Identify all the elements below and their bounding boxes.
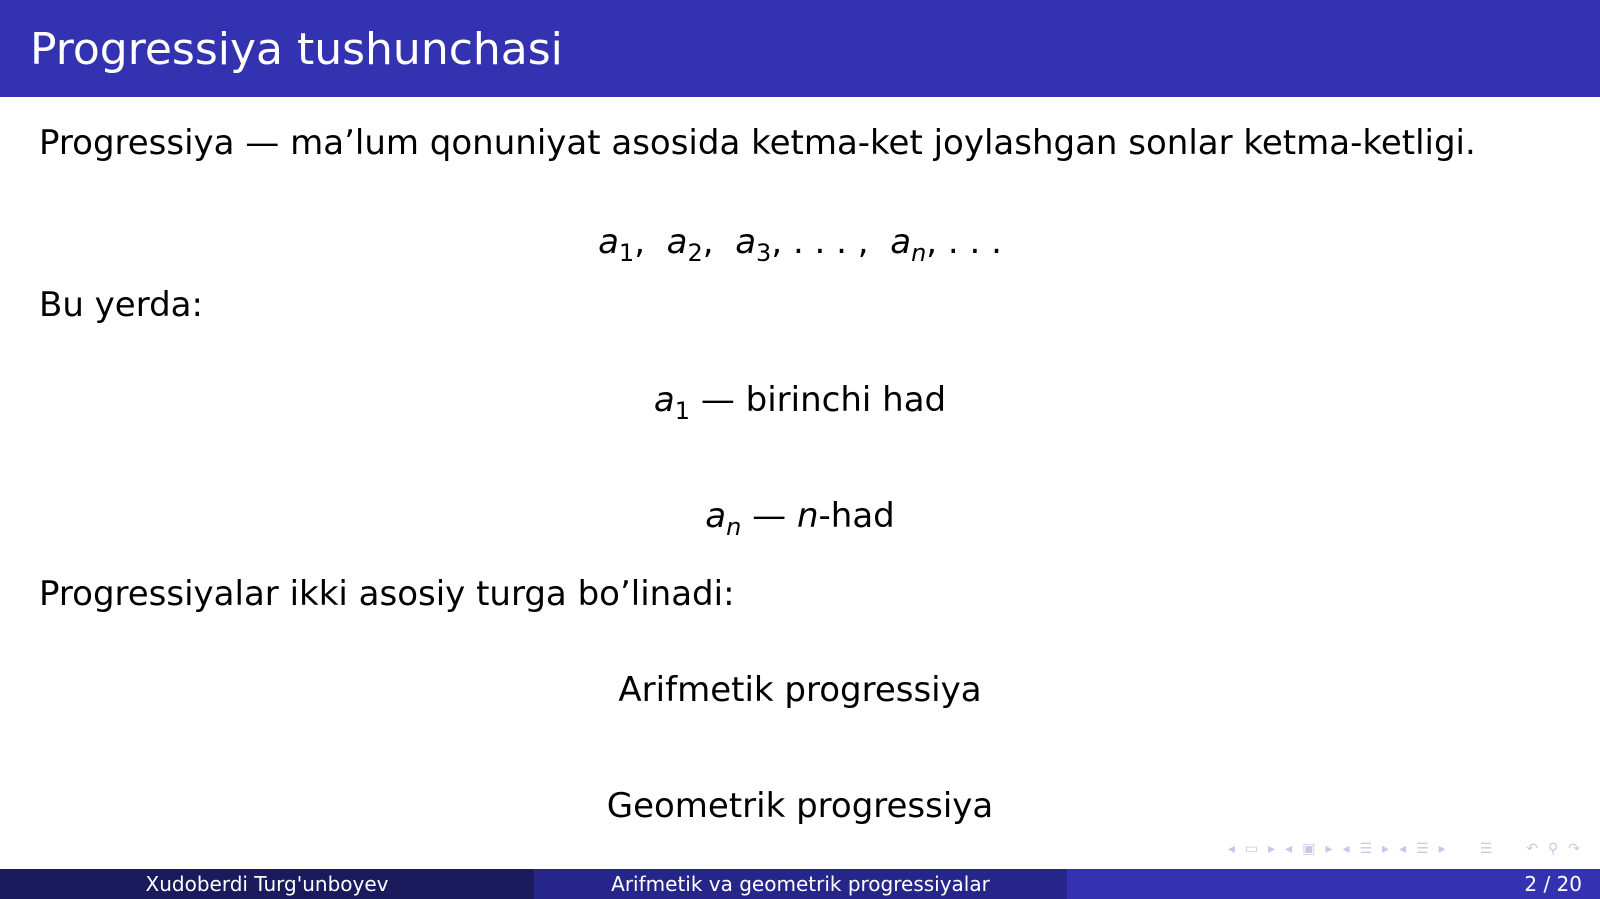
definition-text: Progressiya — ma’lum qonuniyat asosida ketma-ket joylashgan sonlar ketma-ketligi. [39,123,1476,163]
subsection-icon[interactable]: ▣ [1302,841,1316,857]
right-arrow-icon[interactable]: ▸ [1268,841,1276,857]
left-arrow-icon[interactable]: ◂ [1399,841,1407,857]
right-arrow-icon[interactable]: ▸ [1382,841,1390,857]
bu-yerda-label: Bu yerda: [39,285,203,325]
section-icon[interactable]: ☰ [1416,841,1429,857]
frame-icon[interactable]: ▭ [1244,841,1259,857]
right-arrow-icon[interactable]: ▸ [1438,841,1446,857]
slide-title: Progressiya tushunchasi [30,24,563,75]
forward-icon[interactable]: ↷ [1568,841,1580,857]
section-icon[interactable]: ☰ [1359,841,1373,857]
toc-icon[interactable]: ☰ [1479,841,1493,857]
footer-page-number: 2 / 20 [1067,869,1600,899]
left-arrow-icon[interactable]: ◂ [1285,841,1293,857]
footer-topic: Arifmetik va geometrik progressiyalar [534,869,1067,899]
left-arrow-icon[interactable]: ◂ [1342,841,1350,857]
footer-author: Xudoberdi Turg'unboyev [0,869,534,899]
slide-header [0,0,1600,97]
right-arrow-icon[interactable]: ▸ [1325,841,1333,857]
sequence-formula: $a_1$, $a_2$, $a_3$, . . . , $a_n$, . . . [598,222,1002,267]
nth-term-definition: $a_n$ — n-had [705,496,895,541]
first-term-definition: $a_1$ — birinchi had [653,380,947,425]
type-geometric: Geometrik progressiya [606,786,994,826]
beamer-navigation [1228,838,1580,860]
search-icon[interactable]: ⚲ [1548,841,1559,857]
slide-footer [0,869,1600,899]
types-intro: Progressiyalar ikki asosiy turga bo’linadi: [39,574,735,614]
back-icon[interactable]: ↶ [1526,841,1538,857]
type-arithmetic: Arifmetik progressiya [618,670,982,710]
left-arrow-icon[interactable]: ◂ [1227,841,1235,857]
